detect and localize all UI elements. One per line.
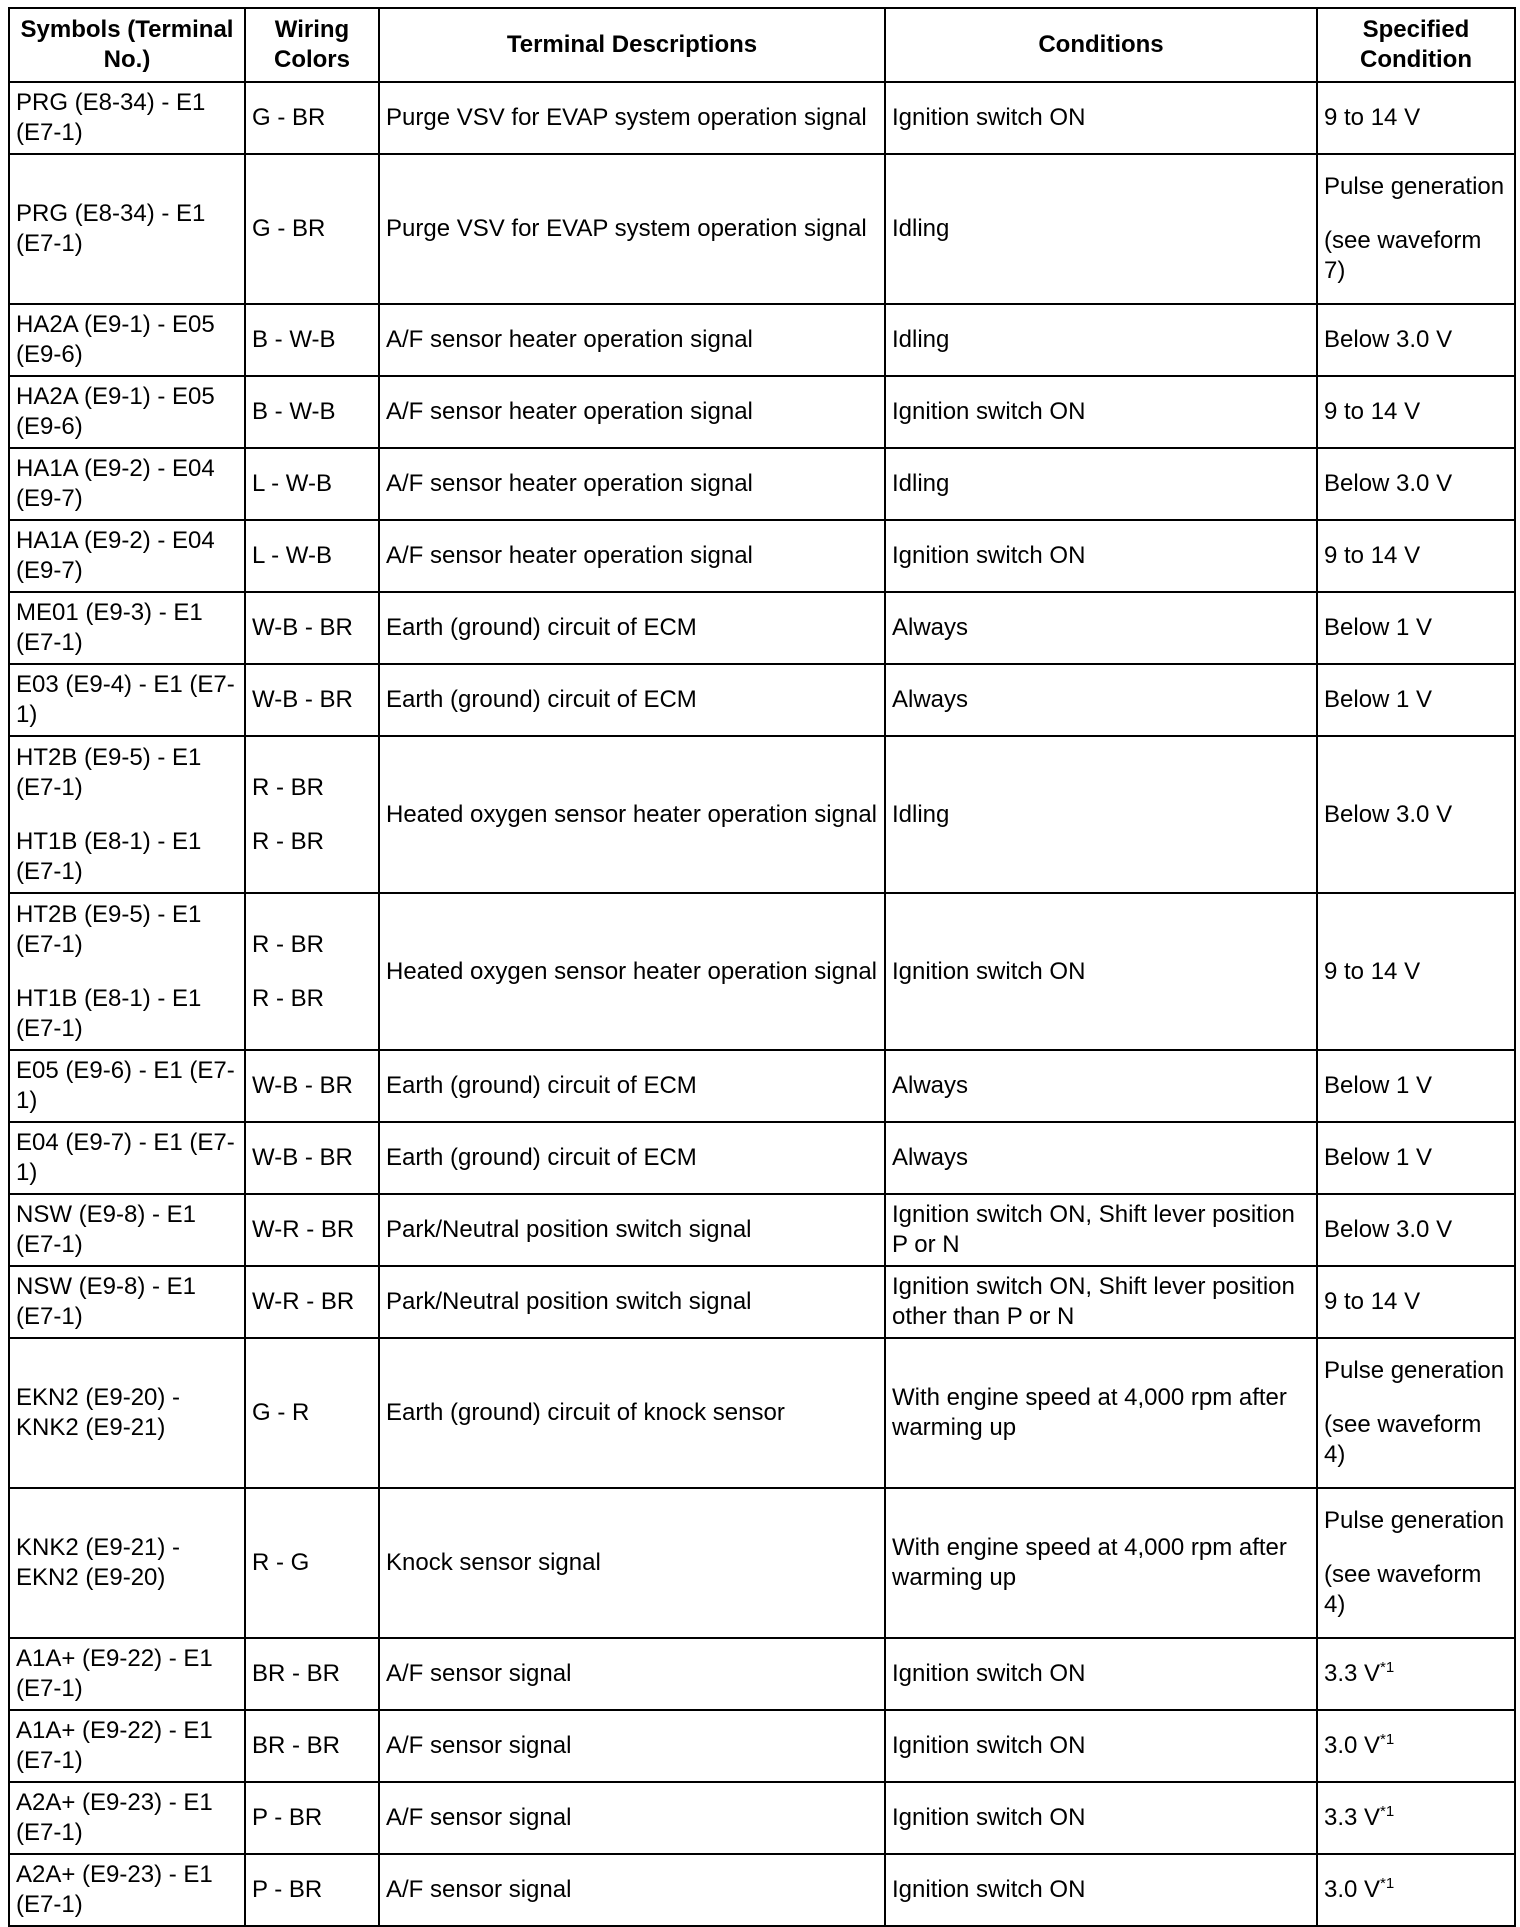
- header-specified-condition: Specified Condition: [1317, 8, 1515, 82]
- cell-condition: Always: [885, 664, 1317, 736]
- symbol-line-2: HT1B (E8-1) - E1 (E7-1): [16, 827, 202, 885]
- symbol-line-1: HT2B (E9-5) - E1 (E7-1): [16, 900, 202, 958]
- cell-wiring-color: [245, 893, 379, 1050]
- cell-wiring-color: BR - BR: [245, 1638, 379, 1710]
- cell-wiring-color: W-B - BR: [245, 1122, 379, 1194]
- cell-wiring-color: W-R - BR: [245, 1266, 379, 1338]
- cell-wiring-color: R - G: [245, 1488, 379, 1638]
- table-row: [9, 82, 1515, 154]
- table-row: [9, 1122, 1515, 1194]
- cell-wiring-color: G - R: [245, 1338, 379, 1488]
- cell-symbol: EKN2 (E9-20) - KNK2 (E9-21): [9, 1338, 245, 1488]
- spec-line-1: Pulse generation: [1324, 173, 1505, 200]
- cell-wiring-color: L - W-B: [245, 520, 379, 592]
- cell-description: Earth (ground) circuit of ECM: [379, 592, 885, 664]
- table-row: [9, 664, 1515, 736]
- cell-wiring-color: P - BR: [245, 1854, 379, 1926]
- cell-wiring-color: B - W-B: [245, 304, 379, 376]
- table-row: [9, 154, 1515, 304]
- cell-description: A/F sensor signal: [379, 1782, 885, 1854]
- cell-specified: Below 3.0 V: [1317, 736, 1515, 893]
- table-row: [9, 893, 1515, 1050]
- cell-description: A/F sensor heater operation signal: [379, 448, 885, 520]
- table-row: [9, 1266, 1515, 1338]
- cell-specified: Below 1 V: [1317, 592, 1515, 664]
- cell-wiring-color: P - BR: [245, 1782, 379, 1854]
- cell-specified: 9 to 14 V: [1317, 1266, 1515, 1338]
- cell-condition: Idling: [885, 736, 1317, 893]
- cell-specified: 9 to 14 V: [1317, 376, 1515, 448]
- cell-specified: [1317, 1338, 1515, 1488]
- cell-description: Purge VSV for EVAP system operation signal: [379, 154, 885, 304]
- cell-description: Purge VSV for EVAP system operation signal: [379, 82, 885, 154]
- spec-value: 3.0 V: [1324, 1732, 1381, 1759]
- cell-specified: Below 1 V: [1317, 1122, 1515, 1194]
- spec-value: 3.0 V: [1324, 1876, 1381, 1903]
- spec-value: 3.3 V: [1324, 1660, 1381, 1687]
- cell-symbol: [9, 893, 245, 1050]
- symbol-line-2: HT1B (E8-1) - E1 (E7-1): [16, 984, 202, 1042]
- cell-symbol: A1A+ (E9-22) - E1 (E7-1): [9, 1638, 245, 1710]
- cell-condition: Ignition switch ON, Shift lever position P or N: [885, 1194, 1317, 1266]
- spec-line-2: (see waveform 4): [1324, 1411, 1482, 1468]
- cell-symbol: E03 (E9-4) - E1 (E7-1): [9, 664, 245, 736]
- cell-condition: Ignition switch ON: [885, 1782, 1317, 1854]
- table-row: [9, 1638, 1515, 1710]
- cell-description: A/F sensor heater operation signal: [379, 304, 885, 376]
- table-row: [9, 376, 1515, 448]
- color-line-1: R - BR: [252, 773, 324, 801]
- cell-wiring-color: G - BR: [245, 154, 379, 304]
- cell-description: Heated oxygen sensor heater operation signal: [379, 736, 885, 893]
- table-row: [9, 1782, 1515, 1854]
- cell-specified: Below 1 V: [1317, 664, 1515, 736]
- terminal-spec-table: [8, 7, 1516, 1927]
- header-terminal-descriptions: Terminal Descriptions: [379, 8, 885, 82]
- cell-specified: [1317, 1710, 1515, 1782]
- cell-wiring-color: [245, 736, 379, 893]
- cell-condition: Idling: [885, 304, 1317, 376]
- table-row: [9, 448, 1515, 520]
- cell-description: Earth (ground) circuit of ECM: [379, 1122, 885, 1194]
- cell-condition: Ignition switch ON: [885, 82, 1317, 154]
- cell-condition: Always: [885, 592, 1317, 664]
- spec-value: 3.3 V: [1324, 1804, 1381, 1831]
- cell-description: A/F sensor signal: [379, 1710, 885, 1782]
- header-wiring-colors: Wiring Colors: [245, 8, 379, 82]
- cell-symbol: A1A+ (E9-22) - E1 (E7-1): [9, 1710, 245, 1782]
- cell-symbol: ME01 (E9-3) - E1 (E7-1): [9, 592, 245, 664]
- table-row: [9, 304, 1515, 376]
- cell-wiring-color: W-R - BR: [245, 1194, 379, 1266]
- table-row: [9, 1710, 1515, 1782]
- cell-specified: 9 to 14 V: [1317, 893, 1515, 1050]
- cell-specified: [1317, 154, 1515, 304]
- cell-description: Park/Neutral position switch signal: [379, 1194, 885, 1266]
- footnote-mark: *1: [1380, 1875, 1395, 1892]
- cell-specified: Below 1 V: [1317, 1050, 1515, 1122]
- table-row: [9, 1194, 1515, 1266]
- cell-condition: Ignition switch ON: [885, 893, 1317, 1050]
- cell-symbol: E04 (E9-7) - E1 (E7-1): [9, 1122, 245, 1194]
- cell-description: Earth (ground) circuit of knock sensor: [379, 1338, 885, 1488]
- table-row: [9, 520, 1515, 592]
- cell-description: Heated oxygen sensor heater operation signal: [379, 893, 885, 1050]
- cell-wiring-color: BR - BR: [245, 1710, 379, 1782]
- cell-condition: Idling: [885, 154, 1317, 304]
- cell-specified: [1317, 1488, 1515, 1638]
- footnote-mark: *1: [1380, 1803, 1395, 1820]
- footnote-mark: *1: [1380, 1659, 1395, 1676]
- cell-condition: Ignition switch ON: [885, 520, 1317, 592]
- cell-condition: With engine speed at 4,000 rpm after warming up: [885, 1338, 1317, 1488]
- cell-symbol: KNK2 (E9-21) - EKN2 (E9-20): [9, 1488, 245, 1638]
- color-line-2: R - BR: [252, 984, 324, 1012]
- color-line-1: R - BR: [252, 930, 324, 958]
- cell-description: Earth (ground) circuit of ECM: [379, 664, 885, 736]
- cell-condition: Ignition switch ON: [885, 1854, 1317, 1926]
- table-row: [9, 736, 1515, 893]
- cell-symbol: HA2A (E9-1) - E05 (E9-6): [9, 376, 245, 448]
- cell-condition: Ignition switch ON: [885, 1710, 1317, 1782]
- table-row: [9, 1338, 1515, 1488]
- table-row: [9, 1488, 1515, 1638]
- table-row: [9, 1854, 1515, 1926]
- cell-symbol: A2A+ (E9-23) - E1 (E7-1): [9, 1854, 245, 1926]
- cell-symbol: A2A+ (E9-23) - E1 (E7-1): [9, 1782, 245, 1854]
- cell-condition: Ignition switch ON: [885, 1638, 1317, 1710]
- cell-specified: Below 3.0 V: [1317, 304, 1515, 376]
- cell-symbol: NSW (E9-8) - E1 (E7-1): [9, 1194, 245, 1266]
- cell-description: Earth (ground) circuit of ECM: [379, 1050, 885, 1122]
- cell-specified: 9 to 14 V: [1317, 82, 1515, 154]
- cell-condition: Always: [885, 1122, 1317, 1194]
- color-line-2: R - BR: [252, 827, 324, 855]
- table-row: [9, 592, 1515, 664]
- spec-line-2: (see waveform 4): [1324, 1561, 1482, 1618]
- footnote-mark: *1: [1380, 1731, 1395, 1748]
- cell-wiring-color: W-B - BR: [245, 1050, 379, 1122]
- cell-condition: With engine speed at 4,000 rpm after warming up: [885, 1488, 1317, 1638]
- spec-line-2: (see waveform 7): [1324, 227, 1482, 284]
- cell-condition: Ignition switch ON: [885, 376, 1317, 448]
- symbol-line-1: HT2B (E9-5) - E1 (E7-1): [16, 743, 202, 801]
- cell-wiring-color: G - BR: [245, 82, 379, 154]
- cell-symbol: HA1A (E9-2) - E04 (E9-7): [9, 520, 245, 592]
- spec-line-1: Pulse generation: [1324, 1357, 1505, 1384]
- cell-symbol: [9, 736, 245, 893]
- cell-condition: Idling: [885, 448, 1317, 520]
- spec-line-1: Pulse generation: [1324, 1507, 1505, 1534]
- cell-wiring-color: W-B - BR: [245, 664, 379, 736]
- cell-condition: Ignition switch ON, Shift lever position other than P or N: [885, 1266, 1317, 1338]
- cell-specified: 9 to 14 V: [1317, 520, 1515, 592]
- table-row: [9, 1050, 1515, 1122]
- cell-description: A/F sensor heater operation signal: [379, 376, 885, 448]
- cell-symbol: E05 (E9-6) - E1 (E7-1): [9, 1050, 245, 1122]
- cell-condition: Always: [885, 1050, 1317, 1122]
- cell-description: A/F sensor signal: [379, 1638, 885, 1710]
- cell-symbol: PRG (E8-34) - E1 (E7-1): [9, 82, 245, 154]
- cell-description: Knock sensor signal: [379, 1488, 885, 1638]
- cell-specified: [1317, 1854, 1515, 1926]
- cell-symbol: HA2A (E9-1) - E05 (E9-6): [9, 304, 245, 376]
- cell-description: A/F sensor signal: [379, 1854, 885, 1926]
- header-conditions: Conditions: [885, 8, 1317, 82]
- cell-symbol: HA1A (E9-2) - E04 (E9-7): [9, 448, 245, 520]
- cell-symbol: PRG (E8-34) - E1 (E7-1): [9, 154, 245, 304]
- table-header-row: [9, 8, 1515, 82]
- cell-description: Park/Neutral position switch signal: [379, 1266, 885, 1338]
- cell-wiring-color: L - W-B: [245, 448, 379, 520]
- header-symbols: Symbols (Terminal No.): [9, 8, 245, 82]
- cell-wiring-color: B - W-B: [245, 376, 379, 448]
- cell-specified: [1317, 1638, 1515, 1710]
- cell-specified: Below 3.0 V: [1317, 1194, 1515, 1266]
- cell-specified: [1317, 1782, 1515, 1854]
- cell-wiring-color: W-B - BR: [245, 592, 379, 664]
- cell-symbol: NSW (E9-8) - E1 (E7-1): [9, 1266, 245, 1338]
- cell-description: A/F sensor heater operation signal: [379, 520, 885, 592]
- cell-specified: Below 3.0 V: [1317, 448, 1515, 520]
